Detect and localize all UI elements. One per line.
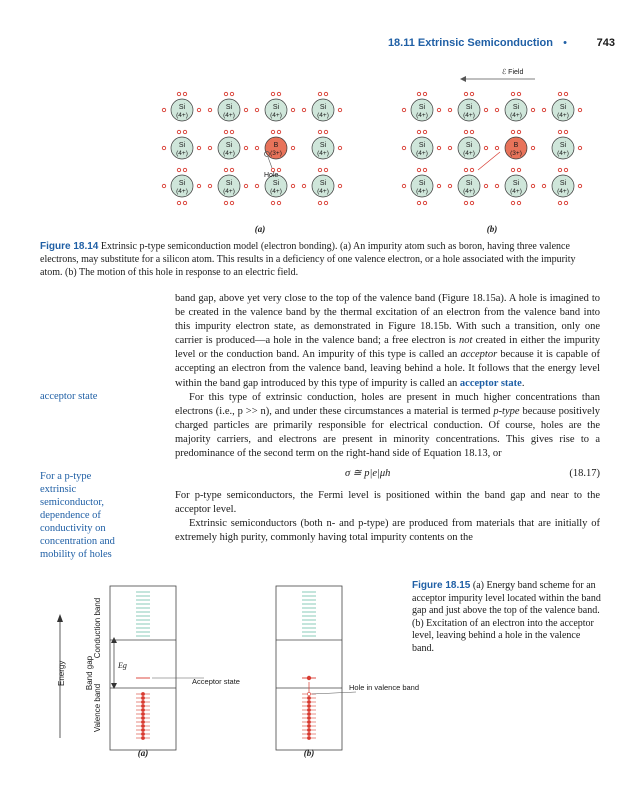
- electron: [318, 168, 321, 171]
- electron: [255, 146, 258, 149]
- silicon-charge: (4+): [557, 188, 569, 195]
- valence-electron: [307, 716, 310, 719]
- electron: [423, 130, 426, 133]
- silicon-symbol: Si: [178, 142, 186, 149]
- silicon-charge: (4+): [317, 188, 329, 195]
- paragraph: band gap, above yet very close to the top of the valence band (Figure 18.15a). A hole is imagined to be created in the valence band by the thermal excitation of an electron from the valence band into this impurity electron state, as demonstrated in Figure 18.15b. With such a transition, only one carrier is produced—a hole in the valence band; a free electron is not created in either the impurity level or the conduction band. An impurity of this type is called an acceptor because it is capable of accepting an electron from the valence band, leaving behind a hole. It follows that the energy level within the band gap introduced by this type of impurity is called an acceptor state.: [175, 293, 601, 389]
- silicon-charge: (4+): [317, 150, 329, 157]
- equation-formula: σ ≅ p|e|μh: [345, 468, 391, 480]
- silicon-charge: (4+): [416, 188, 428, 195]
- electron: [578, 108, 581, 111]
- electron: [564, 168, 567, 171]
- energy-label: Energy: [57, 660, 66, 686]
- electron: [448, 146, 451, 149]
- section-title: 18.11 Extrinsic Semiconduction: [387, 37, 553, 49]
- electron: [162, 108, 165, 111]
- silicon-charge: (4+): [176, 112, 188, 119]
- electron: [564, 92, 567, 95]
- running-header: [370, 37, 615, 53]
- margin-note-line: semiconductor,: [40, 497, 105, 508]
- electron: [402, 108, 405, 111]
- electron: [177, 168, 180, 171]
- electron: [208, 184, 211, 187]
- electron: [417, 92, 420, 95]
- electron: [495, 146, 498, 149]
- electron: [417, 130, 420, 133]
- silicon-symbol: Si: [559, 104, 567, 111]
- silicon-charge: (4+): [557, 150, 569, 157]
- electron: [484, 146, 487, 149]
- electron: [437, 184, 440, 187]
- electron: [302, 184, 305, 187]
- electron: [177, 201, 180, 204]
- equation-18-17: [175, 461, 600, 489]
- electron: [511, 130, 514, 133]
- silicon-symbol: Si: [418, 142, 426, 149]
- valence-electron: [141, 720, 144, 723]
- electron: [423, 92, 426, 95]
- electron: [244, 108, 247, 111]
- electron: [277, 201, 280, 204]
- electron: [318, 130, 321, 133]
- valence-electron: [141, 704, 144, 707]
- electron: [208, 108, 211, 111]
- valence-electron: [307, 736, 310, 739]
- panel-b-label: (b): [486, 224, 498, 234]
- electron: [197, 184, 200, 187]
- field-arrowhead: [460, 76, 466, 82]
- valence-electron: [307, 696, 310, 699]
- body-text: [175, 292, 600, 546]
- silicon-symbol: Si: [512, 104, 520, 111]
- electron: [423, 168, 426, 171]
- electron: [558, 130, 561, 133]
- silicon-charge: (4+): [510, 112, 522, 119]
- margin-note-line: extrinsic: [40, 484, 77, 495]
- electron: [402, 146, 405, 149]
- silicon-charge: (4+): [463, 150, 475, 157]
- electron: [177, 130, 180, 133]
- electron: [291, 108, 294, 111]
- electron: [183, 201, 186, 204]
- silicon-charge: (4+): [223, 188, 235, 195]
- electron: [470, 168, 473, 171]
- valence-electron: [141, 696, 144, 699]
- silicon-symbol: Si: [319, 104, 327, 111]
- boron-charge: (3+): [510, 150, 522, 157]
- electron: [517, 92, 520, 95]
- margin-note-line: conductivity on: [40, 523, 106, 534]
- electron: [244, 184, 247, 187]
- electron: [484, 108, 487, 111]
- electron: [464, 168, 467, 171]
- silicon-symbol: Si: [225, 142, 233, 149]
- electron: [177, 92, 180, 95]
- electron: [224, 168, 227, 171]
- electron: [448, 184, 451, 187]
- electron: [531, 108, 534, 111]
- valence-electron: [307, 728, 310, 731]
- hole-motion-arrow: [478, 152, 500, 170]
- electron: [495, 184, 498, 187]
- electron: [542, 108, 545, 111]
- field-label: ℰ Field: [502, 69, 524, 76]
- figure-18-14-label: Figure 18.14: [40, 241, 99, 252]
- valence-electron: [141, 708, 144, 711]
- silicon-charge: (4+): [223, 150, 235, 157]
- page-number: 743: [596, 37, 615, 49]
- electron: [564, 201, 567, 204]
- figure-18-15-caption-text: (a) Energy band scheme for an acceptor impurity level located within the band gap and just above the top of the valence band. (b) Excitation of an electron into the acceptor level, leaving behind a hole in the valence band.: [412, 580, 601, 654]
- margin-acceptor-state-text: acceptor state: [40, 391, 98, 402]
- valence-electron: [307, 732, 310, 735]
- electron: [277, 92, 280, 95]
- electron: [437, 146, 440, 149]
- hole-leader: [268, 157, 272, 168]
- margin-note-line: concentration and: [40, 536, 115, 547]
- silicon-symbol: Si: [465, 104, 473, 111]
- electron: [558, 92, 561, 95]
- paragraph: Extrinsic semiconductors (both n- and p-type) are produced from materials that are initially of extremely high purity, commonly having total impurity contents on the: [175, 518, 600, 544]
- electron: [495, 108, 498, 111]
- electron: [511, 92, 514, 95]
- conduction-band-label: Conduction band: [93, 597, 102, 659]
- electron: [437, 108, 440, 111]
- electron: [578, 184, 581, 187]
- electron: [542, 184, 545, 187]
- electron: [197, 146, 200, 149]
- paragraph: For this type of extrinsic conduction, holes are present in much higher concentrations than electrons (i.e., p >> n), and under these circumstances a material is termed p-type because positively charged particles are primarily responsible for electrical conduction. Of course, holes are the majority carriers, and electrons are present in minority concentrations. This gives rise to a predominance of the second term on the right-hand side of Equation 18.13, or: [175, 391, 600, 460]
- silicon-symbol: Si: [559, 142, 567, 149]
- electron: [558, 201, 561, 204]
- silicon-symbol: Si: [512, 180, 520, 187]
- margin-note: [40, 470, 165, 561]
- silicon-charge: (4+): [463, 188, 475, 195]
- electron: [255, 108, 258, 111]
- valence-electron: [141, 700, 144, 703]
- valence-electron: [307, 708, 310, 711]
- electron: [271, 201, 274, 204]
- valence-electron: [141, 736, 144, 739]
- electron: [531, 184, 534, 187]
- figure-18-15-caption: [412, 580, 604, 655]
- valence-electron: [307, 724, 310, 727]
- valence-electron: [141, 712, 144, 715]
- electron: [291, 184, 294, 187]
- electron: [470, 201, 473, 204]
- silicon-symbol: Si: [319, 180, 327, 187]
- silicon-symbol: Si: [225, 104, 233, 111]
- silicon-charge: (4+): [317, 112, 329, 119]
- margin-acceptor-state: [40, 390, 97, 403]
- valence-electron: [141, 692, 144, 695]
- silicon-symbol: Si: [225, 180, 233, 187]
- silicon-charge: (4+): [510, 188, 522, 195]
- band-gap-label: Band gap: [85, 655, 94, 691]
- silicon-symbol: Si: [465, 142, 473, 149]
- valence-electron: [307, 720, 310, 723]
- silicon-charge: (4+): [176, 188, 188, 195]
- silicon-symbol: Si: [272, 180, 280, 187]
- valence-electron: [141, 728, 144, 731]
- margin-note-line: For a p-type: [40, 471, 92, 482]
- hole-label: Hole in valence band: [348, 683, 420, 692]
- excited-electron: [307, 676, 311, 680]
- electron: [324, 130, 327, 133]
- silicon-symbol: Si: [272, 104, 280, 111]
- silicon-symbol: Si: [465, 180, 473, 187]
- electron: [448, 108, 451, 111]
- electron: [484, 184, 487, 187]
- silicon-symbol: Si: [319, 142, 327, 149]
- electron: [324, 201, 327, 204]
- electron: [271, 92, 274, 95]
- electron: [558, 168, 561, 171]
- silicon-charge: (4+): [270, 188, 282, 195]
- electron: [318, 92, 321, 95]
- silicon-symbol: Si: [418, 104, 426, 111]
- silicon-charge: (4+): [557, 112, 569, 119]
- electron: [511, 201, 514, 204]
- acceptor-state-label: Acceptor state: [192, 677, 240, 686]
- electron: [255, 184, 258, 187]
- silicon-charge: (4+): [223, 112, 235, 119]
- eg-label: Eg: [118, 661, 127, 670]
- valence-electron: [307, 704, 310, 707]
- electron: [183, 168, 186, 171]
- figure-18-14-caption: [40, 240, 598, 279]
- figure-18-14-caption-text: Extrinsic p-type semiconduction model (electron bonding). (a) An impurity atom such as boron, having three valence electrons, may substitute for a silicon atom. This results in a deficiency of one valence electron, or a hole associated with the impurity atom. (b) The motion of this hole in response to an electric field.: [40, 241, 576, 278]
- electron: [183, 130, 186, 133]
- electron: [517, 130, 520, 133]
- electron: [230, 168, 233, 171]
- boron-symbol: B: [273, 142, 279, 149]
- silicon-charge: (4+): [463, 112, 475, 119]
- valence-electron: [141, 716, 144, 719]
- electron: [517, 168, 520, 171]
- hole-state: [307, 692, 310, 695]
- electron: [564, 130, 567, 133]
- valence-band-label: Valence band: [93, 683, 102, 733]
- electron: [277, 130, 280, 133]
- electron: [183, 92, 186, 95]
- electron: [244, 146, 247, 149]
- figure-18-15-diagram: [48, 578, 420, 758]
- electron: [464, 92, 467, 95]
- hole-label: Hole: [264, 172, 279, 179]
- electron: [464, 130, 467, 133]
- electron: [230, 130, 233, 133]
- electron: [162, 146, 165, 149]
- panel-a-label: (a): [137, 748, 149, 758]
- electron: [291, 146, 294, 149]
- acceptor-state-term: acceptor state: [459, 377, 522, 389]
- electron: [338, 146, 341, 149]
- boron-symbol: B: [513, 142, 519, 149]
- electron: [423, 201, 426, 204]
- electron: [162, 184, 165, 187]
- electron: [224, 92, 227, 95]
- electron: [302, 108, 305, 111]
- equation-number: (18.17): [569, 468, 600, 480]
- figure-18-15-label: Figure 18.15: [412, 580, 471, 591]
- energy-arrowhead: [57, 614, 63, 622]
- silicon-charge: (4+): [270, 112, 282, 119]
- electron: [230, 92, 233, 95]
- electron: [517, 201, 520, 204]
- electron: [338, 108, 341, 111]
- silicon-symbol: Si: [418, 180, 426, 187]
- electron: [197, 108, 200, 111]
- electron: [470, 92, 473, 95]
- silicon-symbol: Si: [178, 180, 186, 187]
- electron: [470, 130, 473, 133]
- silicon-charge: (4+): [416, 112, 428, 119]
- electron: [230, 201, 233, 204]
- paragraph: For p-type semiconductors, the Fermi level is positioned within the band gap and near to the acceptor level.: [175, 490, 600, 516]
- electron: [224, 130, 227, 133]
- header-separator: •: [563, 37, 567, 49]
- electron: [224, 201, 227, 204]
- electron: [324, 92, 327, 95]
- silicon-charge: (4+): [176, 150, 188, 157]
- electron: [464, 201, 467, 204]
- boron-charge: (3+): [270, 150, 282, 157]
- valence-electron: [307, 700, 310, 703]
- electron: [338, 184, 341, 187]
- margin-note-line: mobility of holes: [40, 549, 112, 560]
- electron: [208, 146, 211, 149]
- electron: [318, 201, 321, 204]
- electron: [417, 168, 420, 171]
- electron: [271, 130, 274, 133]
- electron: [324, 168, 327, 171]
- electron: [402, 184, 405, 187]
- electron: [578, 146, 581, 149]
- valence-electron: [307, 712, 310, 715]
- figure-18-14-diagram: [160, 62, 590, 232]
- margin-note-line: dependence of: [40, 510, 101, 521]
- silicon-symbol: Si: [178, 104, 186, 111]
- valence-electron: [141, 732, 144, 735]
- panel-a-label: (a): [254, 224, 266, 234]
- hole-leader: [312, 692, 356, 694]
- electron: [531, 146, 534, 149]
- silicon-symbol: Si: [559, 180, 567, 187]
- panel-b-label: (b): [303, 748, 315, 758]
- electron: [511, 168, 514, 171]
- valence-electron: [141, 724, 144, 727]
- electron: [417, 201, 420, 204]
- silicon-charge: (4+): [416, 150, 428, 157]
